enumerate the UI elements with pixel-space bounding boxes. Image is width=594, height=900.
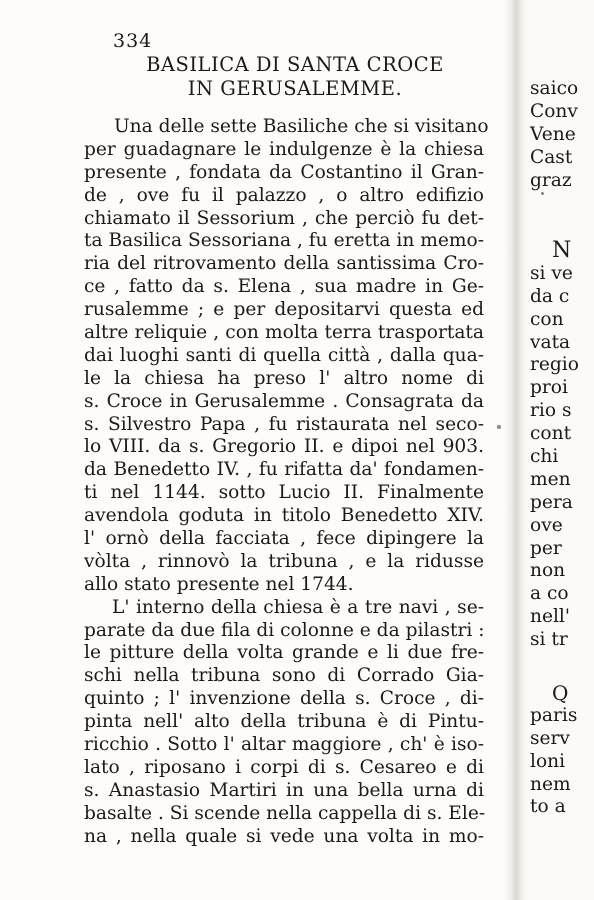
text-line: de , ove fu il palazzo , o altro edifizio	[84, 184, 484, 206]
facing-line: pera	[530, 491, 573, 513]
text-line: basalte . Si scende nella cappella di s. Ele-	[84, 802, 486, 824]
facing-block-3	[530, 682, 594, 819]
text-line: avendola goduta in titolo Benedetto XIV.	[84, 505, 484, 527]
facing-line: Vene	[530, 123, 576, 145]
text-line: le la chiesa ha preso l' altro nome di	[84, 367, 484, 389]
page-title-line-2: IN GERUSALEMME.	[187, 77, 403, 100]
text-line: s. Croce in Gerusalemme . Consagrata da	[84, 390, 484, 412]
text-line: ce , fatto da s. Elena , sua madre in Ge-	[84, 276, 484, 298]
text-line: altre reliquie , con molta terra trasportata	[84, 322, 484, 344]
text-line: L' interno della chiesa è a tre navi , se-	[112, 596, 484, 618]
text-line: s. Silvestro Papa , fu ristaurata nel seco-	[84, 413, 484, 435]
main-text-block	[84, 116, 489, 849]
facing-line: proi	[530, 377, 568, 399]
ink-speck	[541, 192, 544, 195]
facing-block-2	[530, 240, 594, 652]
facing-line: nell'	[530, 606, 570, 628]
text-line: le pitture della volta grande e li due fre-	[84, 642, 484, 664]
text-line: quinto ; l' invenzione della s. Croce , di-	[84, 688, 484, 710]
facing-line: non	[530, 560, 566, 582]
text-line: parate da due fila di colonne e da pilastri :	[84, 619, 485, 641]
facing-line: rio s	[530, 400, 572, 422]
facing-line: con	[530, 308, 564, 330]
text-line: da Benedetto IV. , fu rifatta da' fondamen-	[84, 459, 484, 481]
facing-line: Cast	[530, 146, 573, 168]
facing-line: Q	[552, 681, 569, 705]
facing-line: ove	[530, 514, 563, 536]
text-line: l' ornò della facciata , fece dipingere la	[84, 528, 484, 550]
facing-line: serv	[530, 727, 570, 749]
facing-line: cont	[530, 423, 572, 445]
facing-line: paris	[530, 704, 578, 726]
text-line: ti nel 1144. sotto Lucio II. Finalmente	[84, 482, 484, 504]
page-title-line-1: BASILICA DI SANTA CROCE	[146, 53, 444, 76]
text-line: allo stato presente nel 1744.	[84, 573, 354, 595]
facing-line: to a	[530, 796, 566, 818]
facing-line: si ve	[530, 262, 573, 284]
facing-line: vata	[530, 331, 571, 353]
text-line: ta Basilica Sessoriana , fu eretta in memo-	[84, 230, 484, 252]
facing-line: N	[552, 238, 572, 263]
facing-line: loni	[530, 750, 566, 772]
text-line: ria del ritrovamento della santissima Cro-	[84, 253, 484, 275]
facing-line: chi	[530, 446, 559, 468]
facing-line: da c	[530, 285, 570, 307]
text-line: rusalemme ; e per depositarvi questa ed	[84, 299, 484, 321]
text-line: vòlta , rinnovò la tribuna , e la ridusse	[84, 550, 484, 572]
text-line: Una delle sette Basiliche che si visitano	[114, 116, 489, 137]
text-line: na , nella quale si vede una volta in mo-	[84, 825, 484, 847]
book-gutter	[504, 0, 526, 900]
facing-line: per	[530, 537, 562, 559]
text-line: schi nella tribuna sono di Corrado Gia-	[84, 665, 484, 687]
text-line: chiamato il Sessorium , che perciò fu det-	[84, 207, 484, 229]
facing-block-1	[530, 78, 594, 192]
text-line: per guadagnare le indulgenze è la chiesa	[84, 138, 484, 160]
facing-line: saico	[530, 78, 579, 99]
text-line: presente , fondata da Costantino il Gran-	[84, 161, 484, 183]
text-line: lato , riposano i corpi di s. Cesareo e di	[84, 756, 484, 778]
facing-line: nem	[530, 773, 571, 795]
facing-line: Conv	[530, 100, 578, 122]
facing-page-fragment	[526, 0, 594, 900]
facing-line: regio	[530, 354, 579, 376]
page-number: 334	[113, 30, 153, 52]
facing-line: a co	[530, 583, 569, 605]
text-line: lo VIII. da s. Gregorio II. e dipoi nel 903.	[84, 436, 484, 458]
text-line: s. Anastasio Martiri in una bella urna di	[84, 779, 484, 801]
text-line: ricchio . Sotto l' altar maggiore , ch' è iso-	[84, 734, 484, 756]
text-line: pinta nell' alto della tribuna è di Pintu-	[84, 711, 484, 733]
text-line: dai luoghi santi di quella città , dalla qua-	[84, 344, 484, 366]
facing-line: graz	[530, 169, 572, 191]
facing-line: si tr	[530, 629, 568, 651]
ink-speck	[497, 425, 501, 429]
facing-line: men	[530, 468, 571, 490]
